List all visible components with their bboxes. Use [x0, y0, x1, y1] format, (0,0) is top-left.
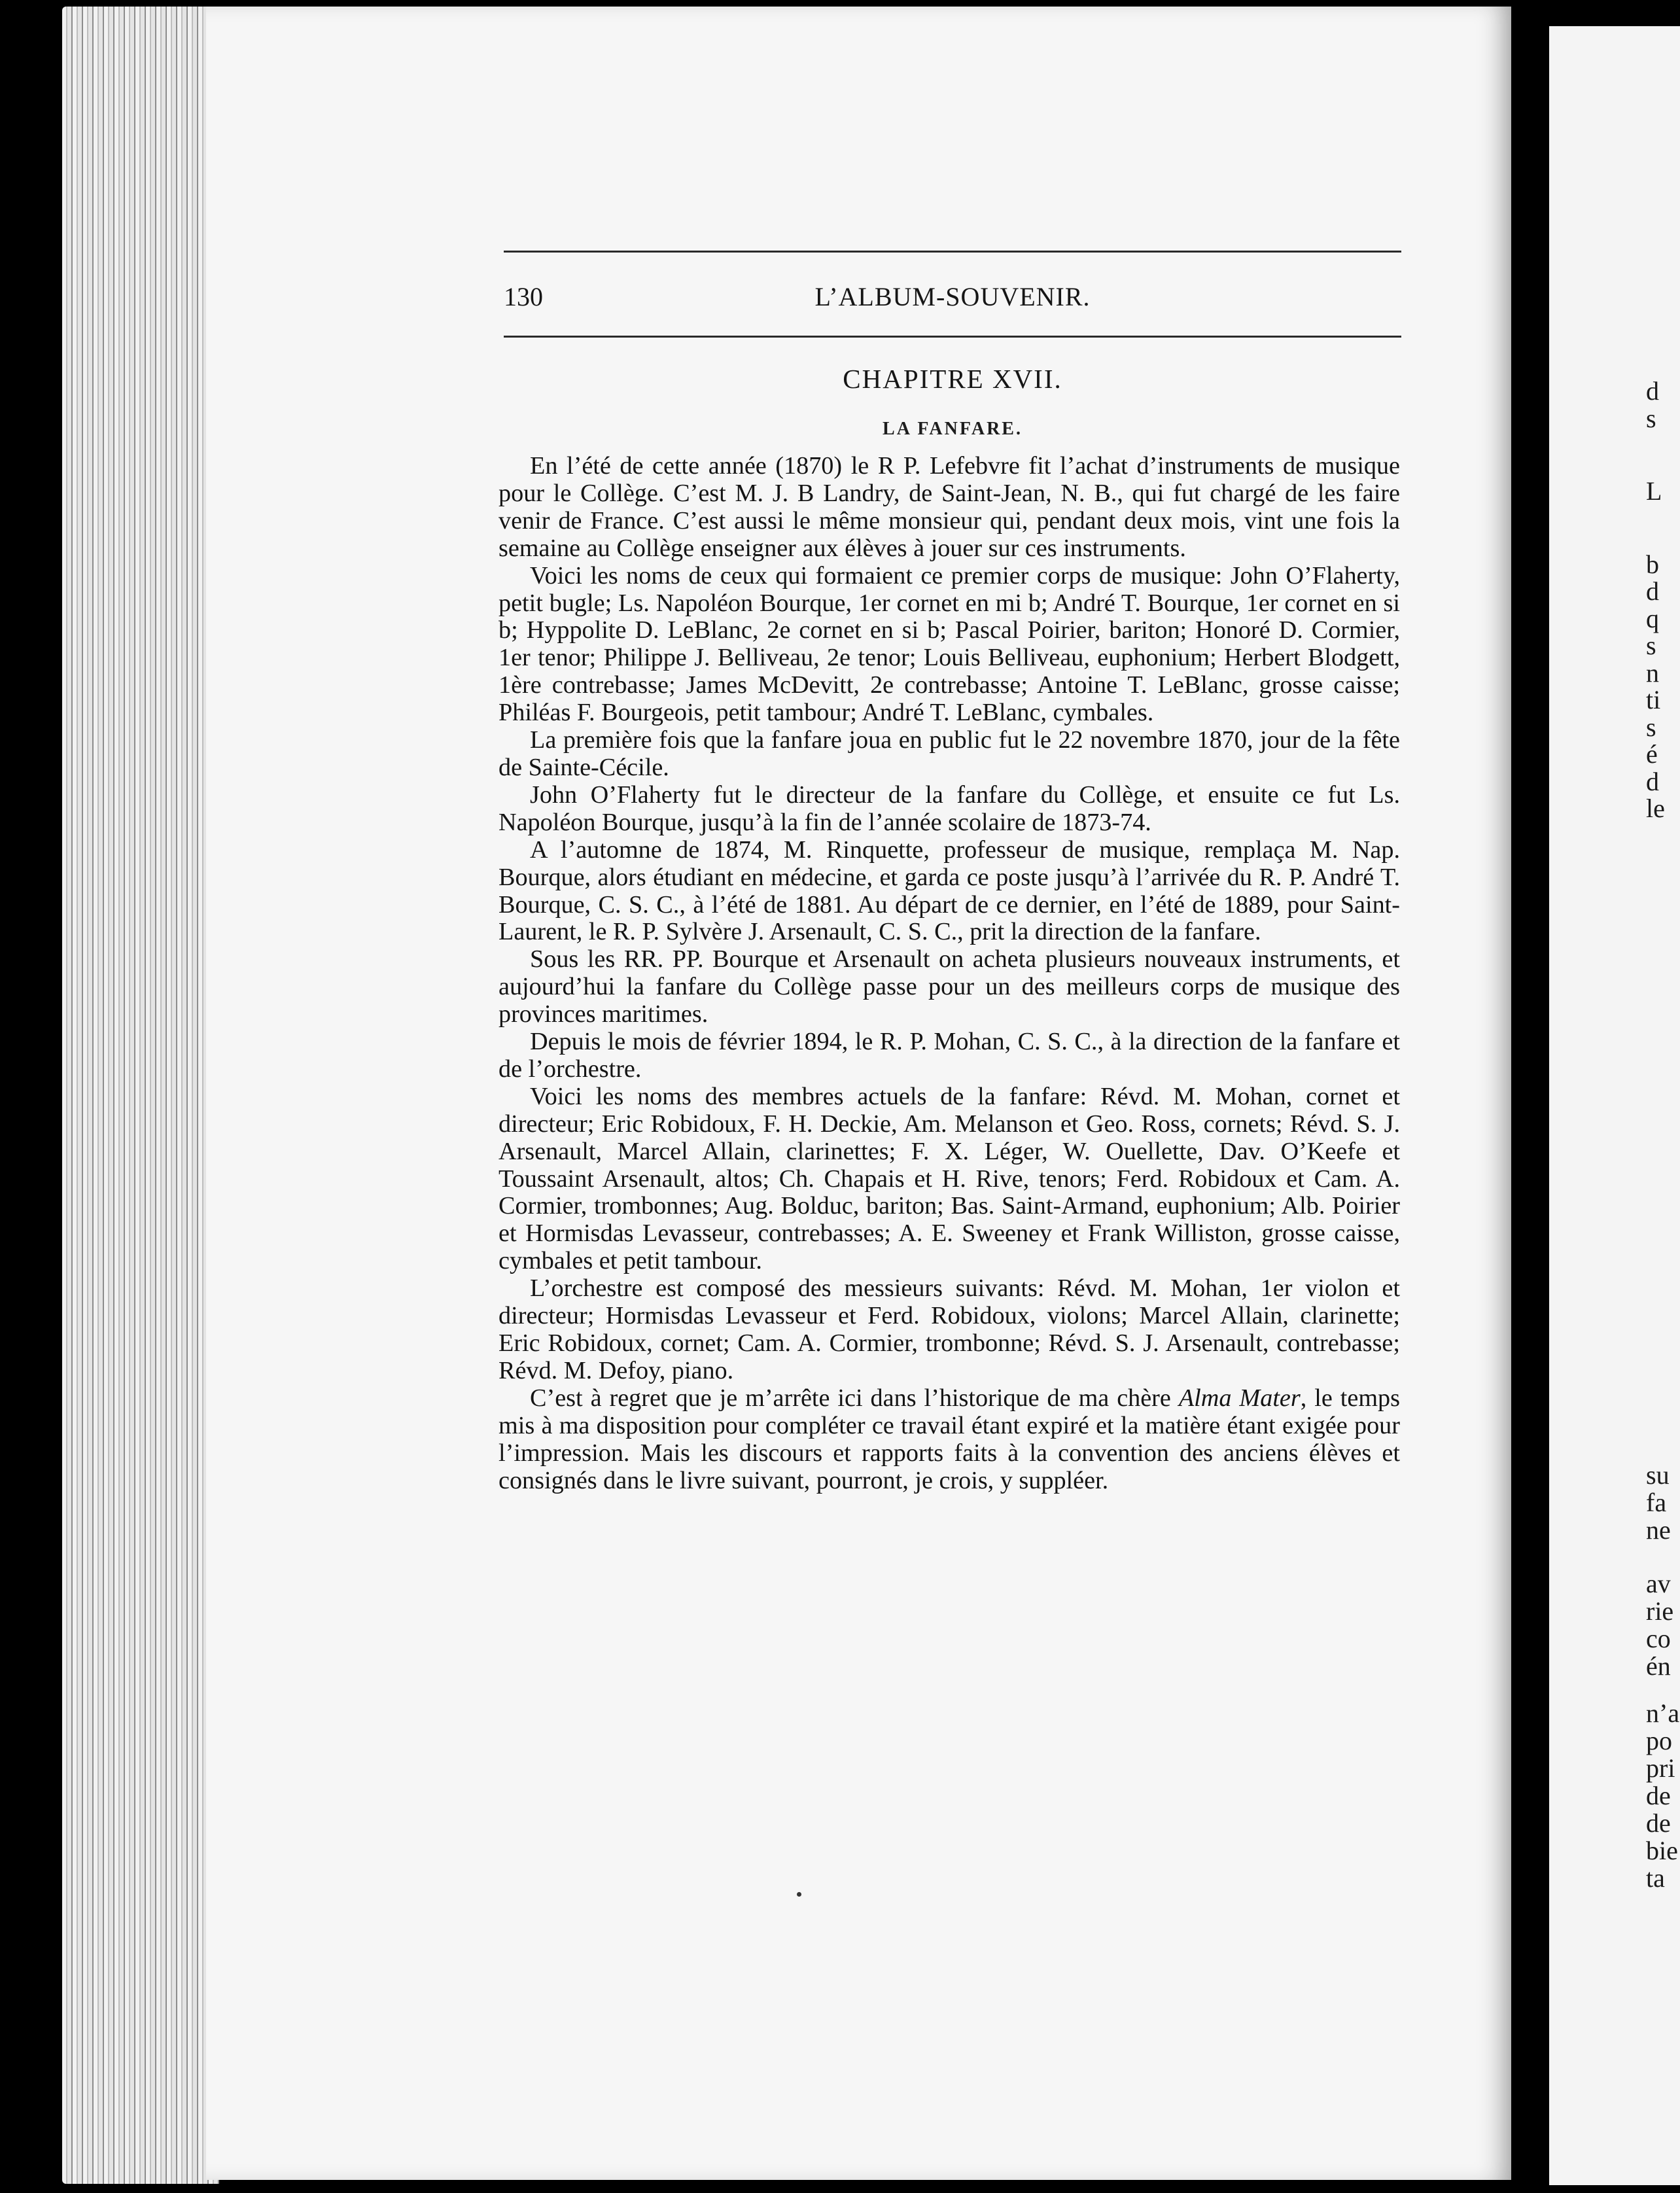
- paragraph: La première fois que la fanfare joua en public fut le 22 novembre 1870, jour de la fête de Sainte-Cécile.: [499, 726, 1400, 781]
- next-page-fragment: n: [1646, 658, 1659, 688]
- header-bottom-rule: [504, 336, 1401, 338]
- next-page-fragment: co: [1646, 1624, 1671, 1653]
- closing-text-after: , le temps mis à ma disposition pour compléter ce travail étant expiré et la matière étant exigée pour l’impression. Mais les discours et rapports faits à la convention des anciens élèves et consignés dans le livre suivant, pourront, je crois, y suppléer.: [499, 1384, 1401, 1494]
- next-page-fragment: rie: [1646, 1596, 1674, 1626]
- paragraph: Voici les noms des membres actuels de la fanfare: Révd. M. Mohan, cornet et directeur; Eric Robidoux, F. H. Deckie, Am. Melanson et Geo. Ross, cornets; Révd. S. J. Arsenault, Marcel Allain, clarinettes; F. X. Léger, W. Ouellette, Dav. O’Keefe et Toussaint Arsenault, altos; Ch. Chapais et H. Rive, tenors; Ferd. Robidoux et Cam. A. Cormier, trombonnes; Aug. Bolduc, bariton; Bas. Saint-Armand, euphonium; Alb. Poirier et Hormisdas Levasseur, contrebasses; A. E. Sweeney et Frank Williston, grosse caisse, cymbales et petit tambour.: [499, 1082, 1400, 1275]
- running-title: L’ALBUM-SOUVENIR.: [814, 282, 1091, 311]
- next-page-fragment: d: [1646, 766, 1659, 796]
- next-page-fragment: ti: [1646, 685, 1661, 714]
- next-page-fragment: s: [1646, 712, 1656, 742]
- book-page-edges: [62, 7, 219, 2184]
- paragraph: Sous les RR. PP. Bourque et Arsenault on acheta plusieurs nouveaux instruments, et aujourd’hui la fanfare du Collège passe pour un des meilleurs corps de musique des provinces maritimes.: [499, 945, 1400, 1028]
- next-page-fragment: s: [1646, 403, 1656, 433]
- next-page-fragment: po: [1646, 1726, 1672, 1755]
- paragraph: En l’été de cette année (1870) le R P. Lefebvre fit l’achat d’instruments de musique pour le Collège. C’est M. J. B Landry, de Saint-Jean, N. B., qui fut chargé de les faire venir de France. C’est aussi le même monsieur qui, pendant deux mois, vint une fois la semaine au Collège enseigner aux élèves à jouer sur ces instruments.: [499, 452, 1400, 562]
- section-title: LA FANFARE.: [883, 419, 1023, 439]
- next-page-fragment: le: [1646, 794, 1665, 823]
- next-page-fragment: de: [1646, 1808, 1671, 1838]
- next-page-fragment: pri: [1646, 1753, 1675, 1783]
- paragraph: Voici les noms de ceux qui formaient ce premier corps de musique: John O’Flaherty, petit bugle; Ls. Napoléon Bourque, 1er cornet en mi b; André T. Bourque, 1er cornet en si b; Hyppolite D. LeBlanc, 2e cornet en si b; Pascal Poirier, bariton; Honoré D. Cormier, 1er tenor; Philippe J. Belliveau, 2e tenor; Louis Belliveau, euphonium; Herbert Blodgett, 1ère contrebasse; James McDevitt, 2e contrebasse; Antoine T. LeBlanc, grosse caisse; Philéas F. Bourgeois, petit tambour; André T. LeBlanc, cymbales.: [499, 561, 1400, 727]
- next-page-fragment: é: [1646, 739, 1658, 769]
- header-top-rule: [504, 251, 1401, 253]
- alma-mater-italic: Alma Mater: [1178, 1384, 1301, 1412]
- next-page-fragment: q: [1646, 603, 1659, 633]
- next-page-fragment: ta: [1646, 1863, 1665, 1893]
- next-page-fragment: s: [1646, 631, 1656, 660]
- next-page-fragment: L: [1646, 476, 1662, 506]
- closing-text-before: C’est à regret que je m’arrête ici dans l’historique de ma chère: [530, 1384, 1171, 1412]
- closing-paragraph: [499, 1385, 1400, 1495]
- next-page-fragment: ne: [1646, 1515, 1671, 1545]
- next-page-fragment: b: [1646, 549, 1659, 579]
- paragraph: Depuis le mois de février 1894, le R. P. Mohan, C. S. C., à la direction de la fanfare et de l’orchestre.: [499, 1028, 1400, 1083]
- next-page-fragment: su: [1646, 1460, 1670, 1490]
- next-page-fragment: n’a: [1646, 1698, 1680, 1728]
- next-page-edge: [1549, 26, 1680, 2185]
- next-page-fragment: d: [1646, 576, 1659, 606]
- body-text: [499, 453, 1400, 1494]
- next-page-fragment: de: [1646, 1781, 1671, 1810]
- paragraph: A l’automne de 1874, M. Rinquette, professeur de musique, remplaça M. Nap. Bourque, alors étudiant en médecine, et garda ce poste jusqu’à l’arrivée du R. P. André T. Bourque, C. S. C., à l’été de 1881. Au départ de ce dernier, en l’été de 1889, pour Saint-Laurent, le R. P. Sylvère J. Arsenault, C. S. C., prit la direction de la fanfare.: [499, 835, 1400, 946]
- next-page-fragment: én: [1646, 1651, 1671, 1681]
- page-number: 130: [504, 282, 543, 311]
- next-page-fragment: av: [1646, 1569, 1671, 1598]
- chapter-title: CHAPITRE XVII.: [843, 364, 1062, 394]
- next-page-fragment: fa: [1646, 1488, 1667, 1517]
- next-page-fragment: d: [1646, 376, 1659, 406]
- next-page-fragment: bie: [1646, 1836, 1678, 1865]
- page-mark-dot: [797, 1892, 801, 1897]
- paragraph: John O’Flaherty fut le directeur de la fanfare du Collège, et ensuite ce fut Ls. Napoléon Bourque, jusqu’à la fin de l’année scolaire de 1873-74.: [499, 781, 1400, 836]
- page-header: [504, 281, 1401, 321]
- paragraph: L’orchestre est composé des messieurs suivants: Révd. M. Mohan, 1er violon et directeur; Hormisdas Levasseur et Ferd. Robidoux, violons; Marcel Allain, clarinette; Eric Robidoux, cornet; Cam. A. Cormier, trombonne; Révd. S. J. Arsenault, contrebasse; Révd. M. Defoy, piano.: [499, 1274, 1400, 1384]
